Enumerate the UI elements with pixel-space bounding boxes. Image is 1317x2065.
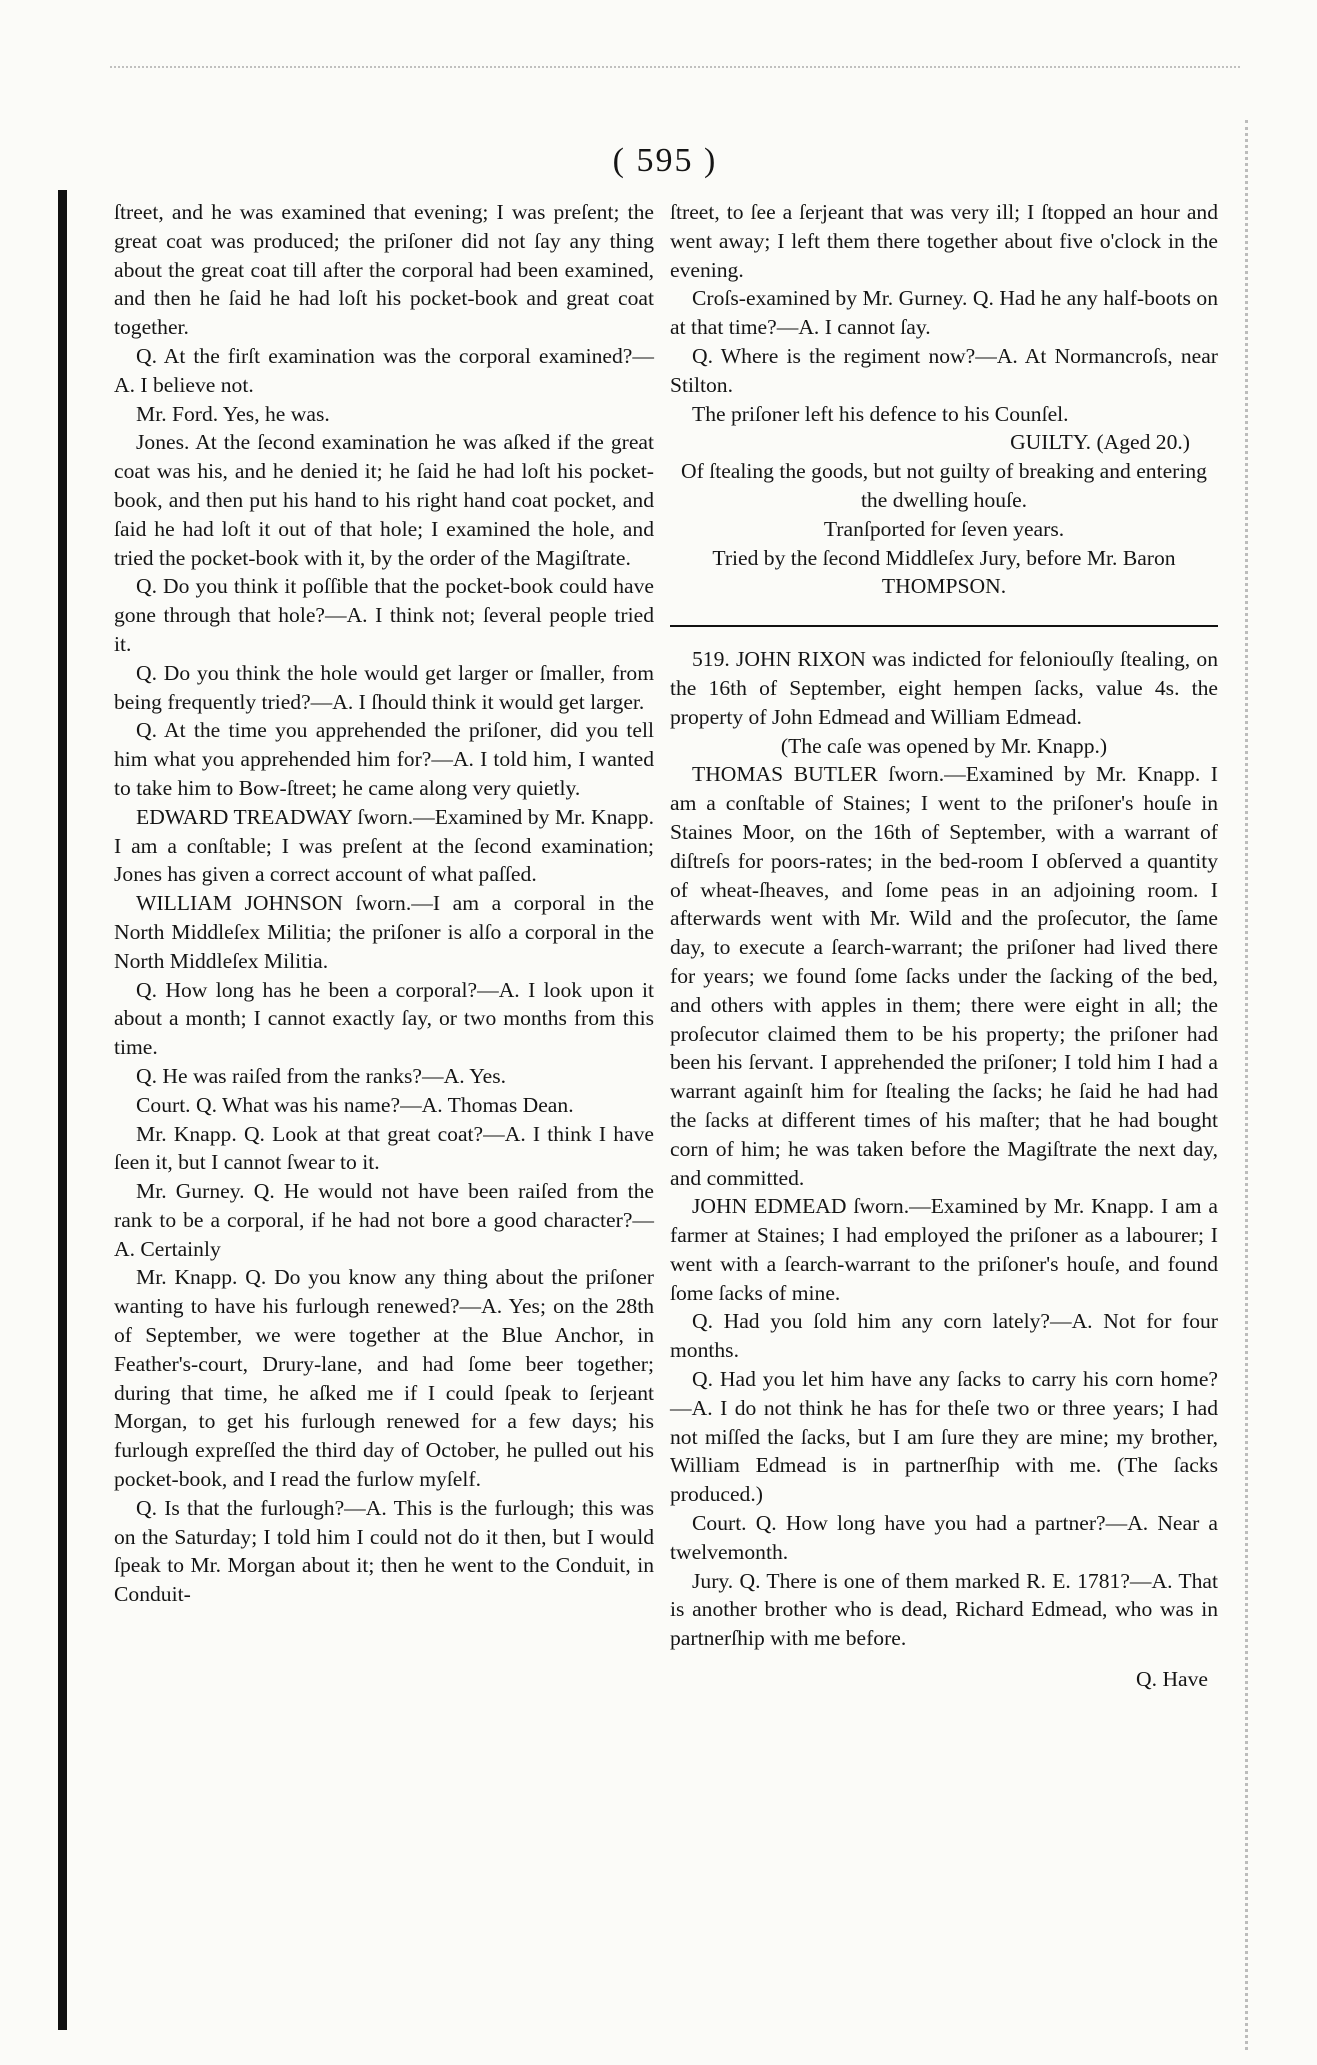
verdict: GUILTY. (Aged 20.) — [1010, 430, 1190, 455]
paragraph: Q. At the time you apprehended the priſoner, did you tell him what you apprehended him for?—A. I told him, I wanted to take him to Bow-ſtreet; he came along very quietly. — [114, 718, 654, 800]
paragraph: Q. Do you think the hole would get larger or ſmaller, from being frequently tried?—A. I ſhould think it would get larger. — [114, 660, 654, 714]
paragraph: Croſs-examined by Mr. Gurney. Q. Had he any half-boots on at that time?—A. I cannot ſay. — [670, 286, 1218, 340]
paragraph: Q. Had you ſold him any corn lately?—A. Not for four months. — [670, 1309, 1218, 1363]
paragraph: Mr. Knapp. Q. Look at that great coat?—A. I think I have ſeen it, but I cannot ſwear to it. — [114, 1121, 654, 1175]
paragraph: Q. Had you let him have any ſacks to carry his corn home?—A. I do not think he has for theſe two or three years; I had not miſſed the ſacks, but I am ſure they are mine; my brother, William Edmead is in partnerſhip with me. (The ſacks produced.) — [670, 1367, 1218, 1507]
page-number: ( 595 ) — [612, 142, 718, 179]
paragraph: Q. He was raiſed from the ranks?—A. Yes. — [136, 1063, 507, 1088]
sentence-line: Of ſtealing the goods, but not guilty of breaking and entering the dwelling houſe. — [681, 459, 1207, 512]
paragraph: Q. How long has he been a corporal?—A. I look upon it about a month; I cannot exactly ſay, or two months from this time. — [114, 977, 654, 1060]
paragraph: Q. Where is the regiment now?—A. At Normancroſs, near Stilton. — [670, 343, 1218, 397]
sentence-line: Tranſported for ſeven years. — [823, 516, 1065, 541]
paragraph: WILLIAM JOHNSON ſworn.—I am a corporal in the North Middleſex Militia; the priſoner is alſo a corporal in the North Middleſex Militia. — [114, 891, 654, 973]
case-note: (The caſe was opened by Mr. Knapp.) — [780, 733, 1108, 758]
paragraph: Q. Do you think it poſſible that the pocket-book could have gone through that hole?—A. I think not; ſeveral people tried it. — [114, 574, 654, 656]
paragraph: EDWARD TREADWAY ſworn.—Examined by Mr. Knapp. I am a conſtable; I was preſent at the ſecond examination; Jones has given a correct account of what paſſed. — [114, 804, 654, 887]
paragraph: Q. Is that the furlough?—A. This is the furlough; this was on the Saturday; I told him I could not do it then, but I would ſpeak to Mr. Morgan about it; then he went to the Conduit, in Conduit- — [114, 1495, 654, 1607]
scan-noise-top — [110, 66, 1240, 72]
catchword: Q. Have — [1136, 1667, 1208, 1692]
scan-noise-right — [1245, 120, 1256, 2050]
paragraph: Jury. Q. There is one of them marked R. E. 1781?—A. That is another brother who is dead, Richard Edmead, who was in partnerſhip with me before. — [670, 1568, 1218, 1651]
paragraph: Mr. Gurney. Q. He would not have been raiſed from the rank to be a corporal, if he had not bore a good character?—A. Certainly — [114, 1179, 654, 1261]
paragraph: ſtreet, and he was examined that evening; I was preſent; the great coat was produced; the priſoner did not ſay any thing about the great coat till after the corporal had been examined, and then he ſaid he had loſt his pocket-book and great coat together. — [114, 200, 654, 340]
paragraph: Q. At the firſt examination was the corporal examined?—A. I believe not. — [114, 343, 654, 397]
right-column — [670, 198, 1218, 1694]
paragraph: Mr. Knapp. Q. Do you know any thing about the priſoner wanting to have his furlough renewed?—A. Yes; on the 28th of September, we were together at the Blue Anchor, in Feather's-court, Drury-lane, and had ſome beer together; during that time, he aſked me if I could ſpeak to ſerjeant Morgan, to get his furlough renewed for a few days; his furlough expreſſed the third day of October, he pulled out his pocket-book, and I read the furlow myſelf. — [114, 1265, 654, 1492]
left-column — [114, 198, 654, 1609]
paragraph: ſtreet, to ſee a ſerjeant that was very ill; I ſtopped an hour and went away; I left them there together about five o'clock in the evening. — [670, 200, 1218, 282]
paragraph: JOHN EDMEAD ſworn.—Examined by Mr. Knapp. I am a farmer at Staines; I had employed the priſoner as a labourer; I went with a ſearch-warrant to the priſoner's houſe, and found ſome ſacks of mine. — [670, 1194, 1218, 1305]
paragraph: Mr. Ford. Yes, he was. — [136, 401, 330, 426]
case-heading-paragraph: 519. JOHN RIXON was indicted for feloniouſly ſtealing, on the 16th of September, eight hempen ſacks, value 4s. the property of John Edmead and William Edmead. — [670, 647, 1218, 729]
paragraph: Jones. At the ſecond examination he was aſked if the great coat was his, and he denied it; he ſaid he had loſt his pocket-book, and then put his hand to his right hand coat pocket, and ſaid he had loſt it out of that hole; I examined the hole, and tried the pocket-book with it, by the order of the Magiſtrate. — [114, 430, 654, 570]
case-separator-rule — [670, 625, 1218, 627]
sentence-line: Tried by the ſecond Middleſex Jury, before Mr. Baron THOMPSON. — [712, 545, 1176, 599]
paragraph: The priſoner left his defence to his Counſel. — [692, 401, 1069, 426]
binding-edge-bar — [58, 190, 67, 2030]
paragraph: THOMAS BUTLER ſworn.—Examined by Mr. Knapp. I am a conſtable of Staines; I went to the priſoner's houſe in Staines Moor, on the 16th of September, with a warrant of diſtreſs for poors-rates; in the bed-room I obſerved a quantity of wheat-ſheaves, and ſome peas in an adjoining room. I afterwards went with Mr. Wild and the proſecutor, the ſame day, to execute a ſearch-warrant; the priſoner had lived there for years; we found ſome ſacks under the ſacking of the bed, and others with apples in them; there were eight in all; the proſecutor claimed them to be his property; the priſoner had been his ſervant. I apprehended the priſoner; I told him I had a warrant againſt him for ſtealing the ſacks; he ſaid he had had the ſacks at different times of his maſter; that he had bought corn of him; he was taken before the Magiſtrate the next day, and committed. — [670, 762, 1218, 1190]
paragraph: Court. Q. How long have you had a partner?—A. Near a twelvemonth. — [670, 1511, 1218, 1564]
paragraph: Court. Q. What was his name?—A. Thomas Dean. — [136, 1092, 574, 1117]
